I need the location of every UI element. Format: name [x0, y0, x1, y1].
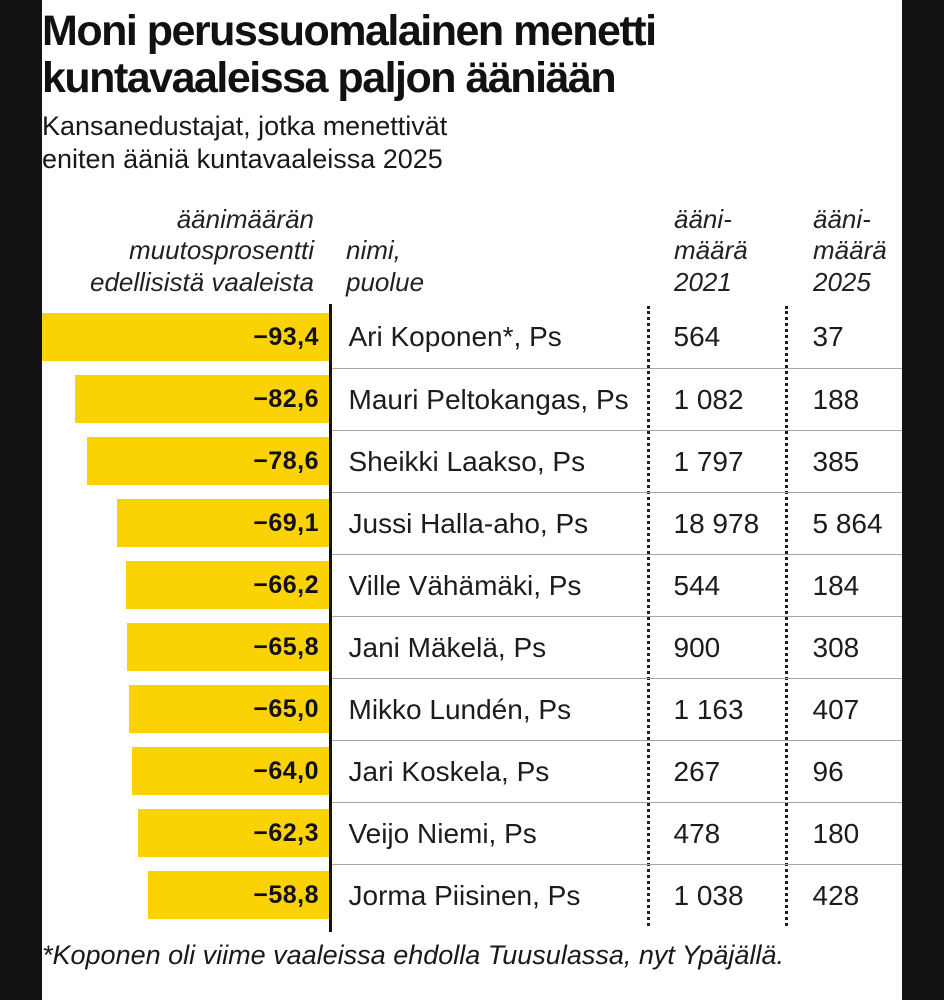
footnote: *Koponen oli viime vaaleissa ehdolla Tuusulassa, nyt Ypäjällä. [42, 940, 784, 970]
candidate-name: Sheikki Laakso, Ps [348, 445, 586, 477]
chart-title-line1: Moni perussuomalainen menetti [42, 7, 656, 55]
header-votes-2021-line2: määrä [674, 235, 748, 265]
row-data-cells [332, 492, 903, 554]
votes-2021-value: 1 038 [673, 879, 744, 911]
table-body [42, 306, 902, 926]
header-votes-2021-line1: ääni- [674, 203, 732, 234]
change-bar [42, 313, 329, 361]
change-value-label: −66,2 [253, 570, 319, 599]
row-data-cells [332, 368, 903, 430]
row-data-cells [332, 616, 903, 678]
votes-2025-value: 385 [812, 445, 860, 477]
votes-2025-value: 308 [812, 631, 860, 663]
votes-2025-value: 407 [812, 693, 860, 725]
candidate-name: Ari Koponen*, Ps [348, 321, 562, 352]
change-bar [132, 747, 329, 795]
bar-cell [42, 306, 332, 368]
header-name-line2: puolue [346, 266, 425, 297]
change-value-label: −69,1 [253, 508, 319, 537]
votes-2021-value: 1 163 [673, 693, 744, 725]
candidate-name: Jari Koskela, Ps [348, 755, 550, 787]
votes-2021-value: 900 [673, 631, 721, 663]
table-row [42, 368, 902, 430]
chart-title-line2: kuntavaaleissa paljon ääniään [42, 54, 616, 102]
header-votes-2025-line2: määrä [813, 235, 887, 265]
header-votes-2021 [674, 204, 748, 299]
change-bar [126, 561, 329, 609]
candidate-name: Mikko Lundén, Ps [348, 693, 572, 725]
header-change-percent [42, 204, 314, 299]
candidate-name: Mauri Peltokangas, Ps [348, 383, 629, 415]
header-votes-2021-line3: 2021 [674, 266, 732, 297]
table-row [42, 616, 902, 678]
table-row [42, 430, 902, 492]
content-area [42, 0, 902, 1000]
votes-2025-value: 180 [812, 817, 860, 849]
table-row [42, 306, 902, 368]
change-value-label: −65,8 [253, 632, 319, 661]
votes-2021-value: 478 [673, 817, 721, 849]
header-change-line3: edellisistä vaaleista [89, 266, 314, 297]
change-bar [129, 685, 329, 733]
table-row [42, 802, 902, 864]
votes-2021-value: 267 [673, 755, 721, 787]
bar-cell [42, 368, 332, 430]
right-frame-bar [902, 0, 944, 1000]
change-value-label: −78,6 [253, 446, 319, 475]
bar-cell [42, 492, 332, 554]
votes-2021-value: 1 082 [673, 383, 744, 415]
table-row [42, 492, 902, 554]
left-frame-bar [0, 0, 42, 1000]
change-value-label: −82,6 [253, 384, 319, 413]
candidate-name: Veijo Niemi, Ps [348, 817, 537, 849]
change-value-label: −58,8 [253, 880, 319, 909]
row-data-cells [332, 554, 903, 616]
row-data-cells [332, 802, 903, 864]
change-value-label: −65,0 [253, 694, 319, 723]
candidate-name: Jussi Halla-aho, Ps [348, 507, 589, 539]
bar-cell [42, 740, 332, 802]
change-bar [75, 375, 329, 423]
votes-2025-value: 37 [812, 321, 844, 352]
change-value-label: −64,0 [253, 756, 319, 785]
table-row [42, 678, 902, 740]
bar-cell [42, 554, 332, 616]
change-bar [148, 871, 329, 919]
header-change-line2: muutosprosentti [129, 235, 314, 265]
votes-2021-value: 544 [673, 569, 721, 601]
row-data-cells [332, 306, 903, 368]
votes-2025-value: 96 [812, 755, 844, 787]
row-data-cells [332, 864, 903, 926]
header-name-party [346, 235, 424, 298]
chart-subtitle [42, 110, 447, 176]
change-value-label: −93,4 [253, 322, 319, 351]
candidate-name: Ville Vähämäki, Ps [348, 569, 582, 601]
change-bar [87, 437, 329, 485]
bar-cell [42, 678, 332, 740]
header-votes-2025-line3: 2025 [813, 266, 871, 297]
votes-2025-value: 184 [812, 569, 860, 601]
change-bar [117, 499, 329, 547]
bar-cell [42, 802, 332, 864]
table-row [42, 554, 902, 616]
candidate-name: Jani Mäkelä, Ps [348, 631, 547, 663]
votes-2021-value: 564 [673, 321, 721, 352]
votes-2025-value: 188 [812, 383, 860, 415]
votes-2025-value: 5 864 [812, 507, 883, 539]
change-bar [127, 623, 329, 671]
header-votes-2025 [813, 204, 887, 299]
row-data-cells [332, 740, 903, 802]
votes-2025-value: 428 [812, 879, 860, 911]
candidate-name: Jorma Piisinen, Ps [348, 879, 581, 911]
table-row [42, 864, 902, 926]
bar-cell [42, 616, 332, 678]
header-votes-2025-line1: ääni- [813, 203, 871, 234]
bar-cell [42, 430, 332, 492]
table-row [42, 740, 902, 802]
row-data-cells [332, 430, 903, 492]
bar-cell [42, 864, 332, 926]
chart-subtitle-line2: eniten ääniä kuntavaaleissa 2025 [42, 144, 443, 174]
header-name-line1: nimi, [346, 235, 401, 265]
change-bar [138, 809, 329, 857]
chart-subtitle-line1: Kansanedustajat, jotka menettivät [42, 111, 448, 141]
table-header [42, 200, 902, 300]
row-data-cells [332, 678, 903, 740]
votes-2021-value: 18 978 [673, 507, 760, 539]
change-value-label: −62,3 [253, 818, 319, 847]
chart-title [42, 8, 656, 102]
header-change-line1: äänimäärän [176, 203, 314, 234]
votes-2021-value: 1 797 [673, 445, 744, 477]
